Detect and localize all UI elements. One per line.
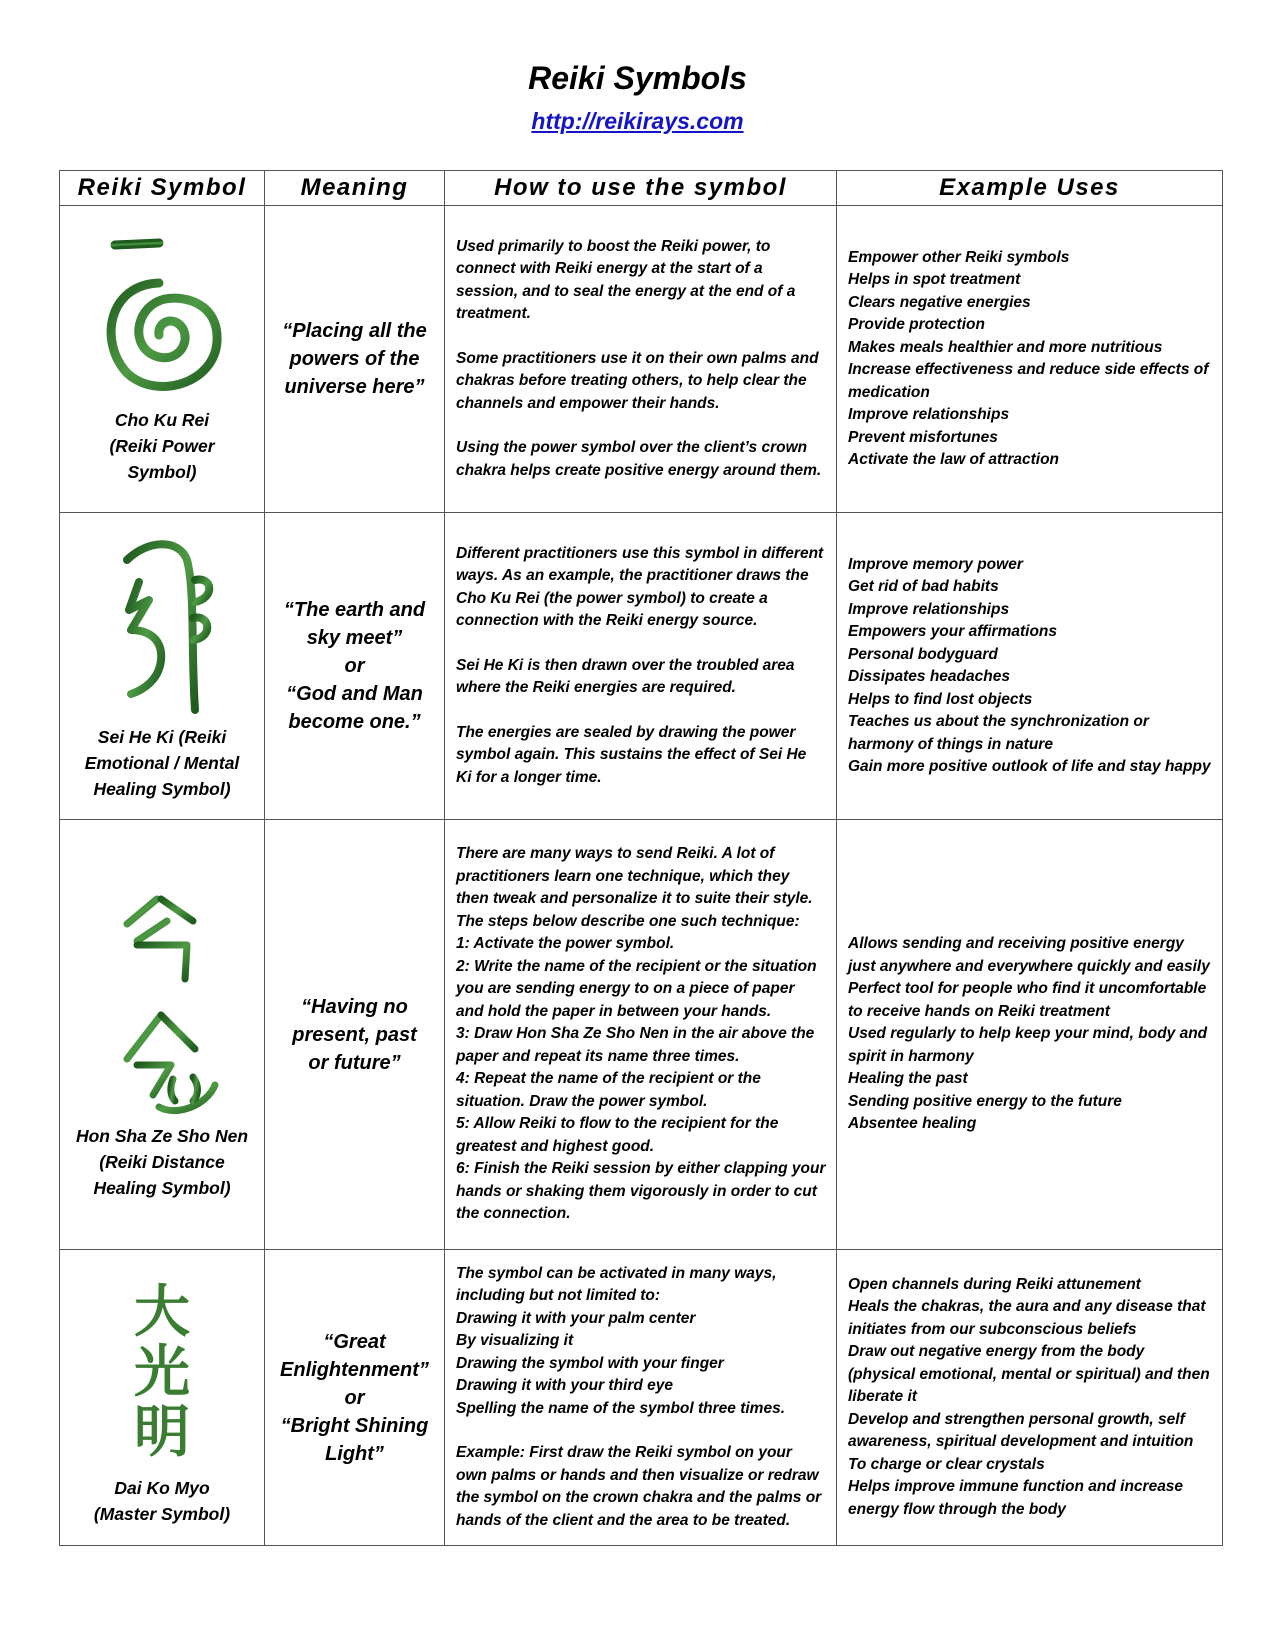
use-item: Helps to find lost objects <box>848 690 1033 708</box>
kanji-ko: 光 <box>134 1339 190 1405</box>
use-item: Empower other Reiki symbols <box>848 248 1070 266</box>
use-item: Healing the past <box>848 1070 968 1088</box>
use-item: Improve relationships <box>848 406 1010 423</box>
use-item: Absentee healing <box>848 1115 977 1133</box>
how-step: 4: Repeat the name of the recipient or the situation. Draw the power symbol. <box>456 1070 761 1110</box>
symbol-name-line: Symbol) <box>127 462 197 482</box>
use-item: Helps in spot treatment <box>848 271 1021 288</box>
use-item: Activate the law of attraction <box>848 451 1060 468</box>
dai-ko-myo-kanji-icon <box>60 1279 264 1465</box>
how-paragraph: There are many ways to send Reiki. A lot of practitioners learn one technique, which they then tweak and personalize it to suite their style. The steps below describe one such technique: <box>456 845 813 930</box>
symbol-name-line: Hon Sha Ze Sho Nen <box>75 1125 249 1146</box>
use-item: Helps improve immune function and increase energy flow through the body <box>848 1478 1184 1518</box>
use-item: Used regularly to help keep your mind, body and spirit in harmony <box>848 1025 1208 1065</box>
header-reiki-symbol: Reiki Symbol <box>60 171 265 206</box>
how-step: 3: Draw Hon Sha Ze Sho Nen in the air above the paper and repeat its name three times. <box>456 1025 815 1065</box>
meaning-line: “Having no <box>301 995 408 1018</box>
example-uses-cell <box>837 820 1223 1250</box>
symbol-name-line: (Master Symbol) <box>93 1503 231 1524</box>
meaning-cell <box>265 513 445 820</box>
how-to-use-cell <box>445 1250 837 1546</box>
use-item: Personal bodyguard <box>848 645 998 663</box>
example-uses-cell <box>837 206 1223 513</box>
meaning-line: or <box>344 1386 365 1409</box>
use-item: Develop and strengthen personal growth, self awareness, spiritual development and intuition <box>848 1410 1194 1451</box>
how-method: Drawing it with your palm center <box>456 1309 696 1327</box>
meaning-line: or <box>344 655 365 677</box>
example-uses-cell <box>837 1250 1223 1546</box>
use-item: Allows sending and receiving positive energy just anywhere and everywhere quickly and easily <box>848 935 1210 975</box>
meaning-line: universe here” <box>284 376 425 398</box>
how-step: 2: Write the name of the recipient or the situation you are sending energy to on a piece of paper and hold the paper in between your hands. <box>456 957 817 1020</box>
how-to-use-cell <box>445 206 837 513</box>
meaning-line: “Great <box>323 1330 386 1353</box>
symbol-name-line: Sei He Ki (Reiki <box>97 727 227 747</box>
use-item: Provide protection <box>848 316 985 333</box>
cho-ku-rei-spiral-icon <box>87 233 237 403</box>
symbol-name-line: Emotional / Mental <box>84 753 240 773</box>
use-item: Gain more positive outlook of life and stay happy <box>848 758 1211 775</box>
meaning-line: “Bright Shining <box>280 1414 429 1437</box>
table-row <box>60 820 1223 1250</box>
meaning-line: or future” <box>308 1051 401 1074</box>
how-paragraph: Some practitioners use it on their own palms and chakras before treating others, to help clear the channels and empower their hands. <box>456 349 819 412</box>
meaning-line: “God and Man <box>286 683 423 705</box>
reiki-symbols-table <box>59 170 1223 1546</box>
symbol-cell <box>60 206 265 513</box>
use-item: Open channels during Reiki attunement <box>848 1275 1141 1293</box>
how-to-use-cell <box>445 820 837 1250</box>
symbol-name-line: Cho Ku Rei <box>114 410 210 430</box>
how-method: Drawing the symbol with your finger <box>456 1354 724 1372</box>
how-paragraph: Sei He Ki is then drawn over the troubled area where the Reiki energies are required. <box>456 656 795 697</box>
symbol-name-line: Healing Symbol) <box>93 1177 231 1198</box>
use-item: Sending positive energy to the future <box>848 1092 1122 1110</box>
symbol-cell <box>60 1250 265 1546</box>
use-item: Draw out negative energy from the body (physical emotional, mental or spiritual) and then liberate it <box>848 1343 1210 1406</box>
kanji-dai: 大 <box>134 1279 190 1345</box>
meaning-line: Light” <box>325 1442 384 1465</box>
symbol-cell <box>60 513 265 820</box>
use-item: Clears negative energies <box>848 293 1031 311</box>
symbol-name-line: (Reiki Power <box>109 436 215 456</box>
use-item: Heals the chakras, the aura and any disease that initiates from our subconscious beliefs <box>848 1298 1206 1338</box>
use-item: Increase effectiveness and reduce side effects of medication <box>848 361 1209 401</box>
example-uses-cell <box>837 513 1223 820</box>
symbol-name-line: (Reiki Distance <box>99 1151 225 1172</box>
header-example-uses: Example Uses <box>837 171 1223 206</box>
use-item: Empowers your affirmations <box>848 623 1058 640</box>
how-method: Drawing it with your third eye <box>456 1377 674 1395</box>
how-method: Spelling the name of the symbol three times. <box>456 1399 786 1417</box>
meaning-line: Enlightenment” <box>280 1358 429 1381</box>
how-paragraph: Example: First draw the Reiki symbol on your own palms or hands and then visualize or redraw the symbol on the crown chakra and the palms or hands of the client and the area to be treated. <box>456 1444 822 1529</box>
use-item: Get rid of bad habits <box>848 578 999 595</box>
meaning-cell <box>265 1250 445 1546</box>
meaning-line: present, past <box>292 1023 417 1046</box>
symbol-name-line: Healing Symbol) <box>93 779 231 799</box>
use-item: Teaches us about the synchronization or harmony of things in nature <box>848 713 1149 753</box>
table-row <box>60 206 1223 513</box>
site-link-container <box>0 108 1275 135</box>
meaning-line: “Placing all the <box>282 320 427 342</box>
hon-sha-ze-sho-nen-icon <box>97 869 227 1119</box>
how-step: 6: Finish the Reiki session by either clapping your hands or shaking them vigorously in order to cut the connection. <box>456 1160 826 1223</box>
sei-he-ki-icon <box>87 530 237 720</box>
table-header-row <box>60 171 1223 206</box>
how-paragraph: Different practitioners use this symbol in different ways. As an example, the practitioner draws the Cho Ku Rei (the power symbol) to create a connection with the Reiki energy source. <box>456 544 824 630</box>
page-title: Reiki Symbols <box>528 60 747 96</box>
header-how-to-use: How to use the symbol <box>445 171 837 206</box>
use-item: Perfect tool for people who find it uncomfortable to receive hands on Reiki treatment <box>848 980 1207 1020</box>
use-item: Improve relationships <box>848 600 1010 618</box>
meaning-cell <box>265 206 445 513</box>
use-item: Dissipates headaches <box>848 668 1010 685</box>
how-paragraph: Used primarily to boost the Reiki power, to connect with Reiki energy at the start of a session, and to seal the energy at the end of a treatment. <box>456 237 796 323</box>
use-item: To charge or clear crystals <box>848 1455 1045 1473</box>
how-method: By visualizing it <box>456 1332 574 1350</box>
meaning-line: powers of the <box>289 348 420 370</box>
how-to-use-cell <box>445 513 837 820</box>
meaning-line: become one.” <box>288 711 421 733</box>
use-item: Improve memory power <box>848 555 1023 573</box>
how-paragraph: The symbol can be activated in many ways, including but not limited to: <box>456 1264 777 1305</box>
meaning-cell <box>265 820 445 1250</box>
how-paragraph: The energies are sealed by drawing the power symbol again. This sustains the effect of Sei He Ki for a longer time. <box>456 723 807 786</box>
how-step: 1: Activate the power symbol. <box>456 935 675 953</box>
table-row <box>60 1250 1223 1546</box>
kanji-myo: 明 <box>134 1399 190 1465</box>
table-row <box>60 513 1223 820</box>
meaning-line: sky meet” <box>306 627 403 649</box>
header-meaning: Meaning <box>265 171 445 206</box>
meaning-line: “The earth and <box>283 599 426 621</box>
use-item: Makes meals healthier and more nutritious <box>848 338 1163 356</box>
symbol-name-line: Dai Ko Myo <box>114 1477 210 1498</box>
symbol-cell <box>60 820 265 1250</box>
use-item: Prevent misfortunes <box>848 428 998 446</box>
how-paragraph: Using the power symbol over the client’s crown chakra helps create positive energy around them. <box>456 439 822 479</box>
how-step: 5: Allow Reiki to flow to the recipient for the greatest and highest good. <box>456 1115 779 1155</box>
site-link[interactable]: http://reikirays.com <box>531 108 744 134</box>
